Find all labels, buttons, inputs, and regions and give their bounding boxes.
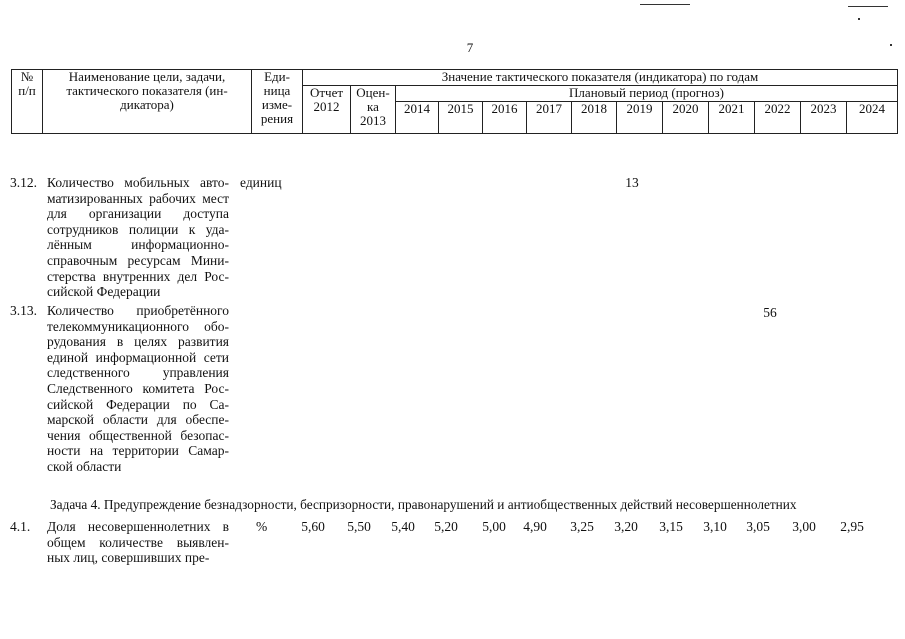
year-2023: 2023 <box>801 102 847 134</box>
year-2014: 2014 <box>396 102 439 134</box>
row-3-12-unit: единиц <box>240 175 282 190</box>
row-4-1-value-2018: 3,25 <box>570 519 594 534</box>
row-4-1-num: 4.1. <box>10 519 31 534</box>
year-2020: 2020 <box>663 102 709 134</box>
report-header <box>303 86 351 134</box>
row-4-1-value-2016: 5,00 <box>482 519 506 534</box>
header-table <box>11 69 898 134</box>
row-3-13-value: 56 <box>763 305 777 320</box>
page-number: 7 <box>466 40 474 55</box>
col-unit-line4: рения <box>260 111 294 126</box>
plan-period: Плановый период (прогноз) <box>396 86 898 102</box>
estimate-line2: ка <box>367 99 379 114</box>
col-num-line1: № <box>20 69 34 84</box>
scan-mark <box>848 6 888 7</box>
report-line2: 2012 <box>313 99 340 114</box>
row-4-1-value-2012: 5,60 <box>301 519 325 534</box>
estimate-header <box>351 86 396 134</box>
task-4-heading: Задача 4. Предупреждение безнадзорности, беспризорности, правонарушений и антиобщественных действий несовершеннолетних <box>50 497 797 512</box>
year-2016: 2016 <box>483 102 527 134</box>
row-4-1-value-2020: 3,15 <box>659 519 683 534</box>
year-2017: 2017 <box>527 102 572 134</box>
estimate-line3: 2013 <box>360 113 386 128</box>
scan-mark <box>890 44 892 46</box>
scan-mark <box>640 4 690 5</box>
row-3-12-value: 13 <box>625 175 639 190</box>
col-num-header <box>12 70 43 134</box>
scan-mark <box>858 18 860 20</box>
row-4-1-value-2024: 2,95 <box>840 519 864 534</box>
row-4-1-value-2019: 3,20 <box>614 519 638 534</box>
col-unit-header <box>252 70 303 134</box>
col-unit-line2: ница <box>263 83 291 98</box>
row-4-1-name: Доля несовершеннолетних в общем количестве выявлен-ных лиц, совершивших пре- <box>47 519 229 566</box>
row-3-13-name: Количество приобретённого телекоммуникационного обо-рудования в целях развития единой информационной сети следственного управления Следственного комитета Рос-сийской Федерации по Са-марской области для обеспе-чения общественной безопас-ности на территории Самар-ской области <box>47 303 229 474</box>
row-4-1-value-2022: 3,05 <box>746 519 770 534</box>
year-2024: 2024 <box>847 102 898 134</box>
year-2019: 2019 <box>617 102 663 134</box>
row-4-1-value-2014: 5,40 <box>391 519 415 534</box>
col-unit-line3: изме- <box>261 97 293 112</box>
year-2018: 2018 <box>572 102 617 134</box>
row-4-1-value-2015: 5,20 <box>434 519 458 534</box>
row-3-13-num: 3.13. <box>10 303 37 318</box>
row-4-1-value-2021: 3,10 <box>703 519 727 534</box>
report-line1: Отчет <box>309 85 344 100</box>
year-2021: 2021 <box>709 102 755 134</box>
year-2022: 2022 <box>755 102 801 134</box>
row-3-12-num: 3.12. <box>10 175 37 190</box>
col-unit-line1: Еди- <box>264 69 290 84</box>
estimate-line1: Оцен- <box>356 85 390 100</box>
values-title: Значение тактического показателя (индикатора) по годам <box>303 70 898 86</box>
year-2015: 2015 <box>439 102 483 134</box>
row-4-1-value-2017: 4,90 <box>523 519 547 534</box>
col-name-header: Наименование цели, задачи, тактического показателя (ин-дикатора) <box>43 70 252 134</box>
row-4-1-unit: % <box>256 519 268 534</box>
row-4-1-value-2013: 5,50 <box>347 519 371 534</box>
row-4-1-value-2023: 3,00 <box>792 519 816 534</box>
col-num-line2: п/п <box>18 83 36 98</box>
row-3-12-name: Количество мобильных авто-матизированных рабочих мест для организации доступа сотрудников полиции к уда-лённым информационно-справочным ресурсам Мини-стерства внутренних дел Рос-сийской Федерации <box>47 175 229 300</box>
